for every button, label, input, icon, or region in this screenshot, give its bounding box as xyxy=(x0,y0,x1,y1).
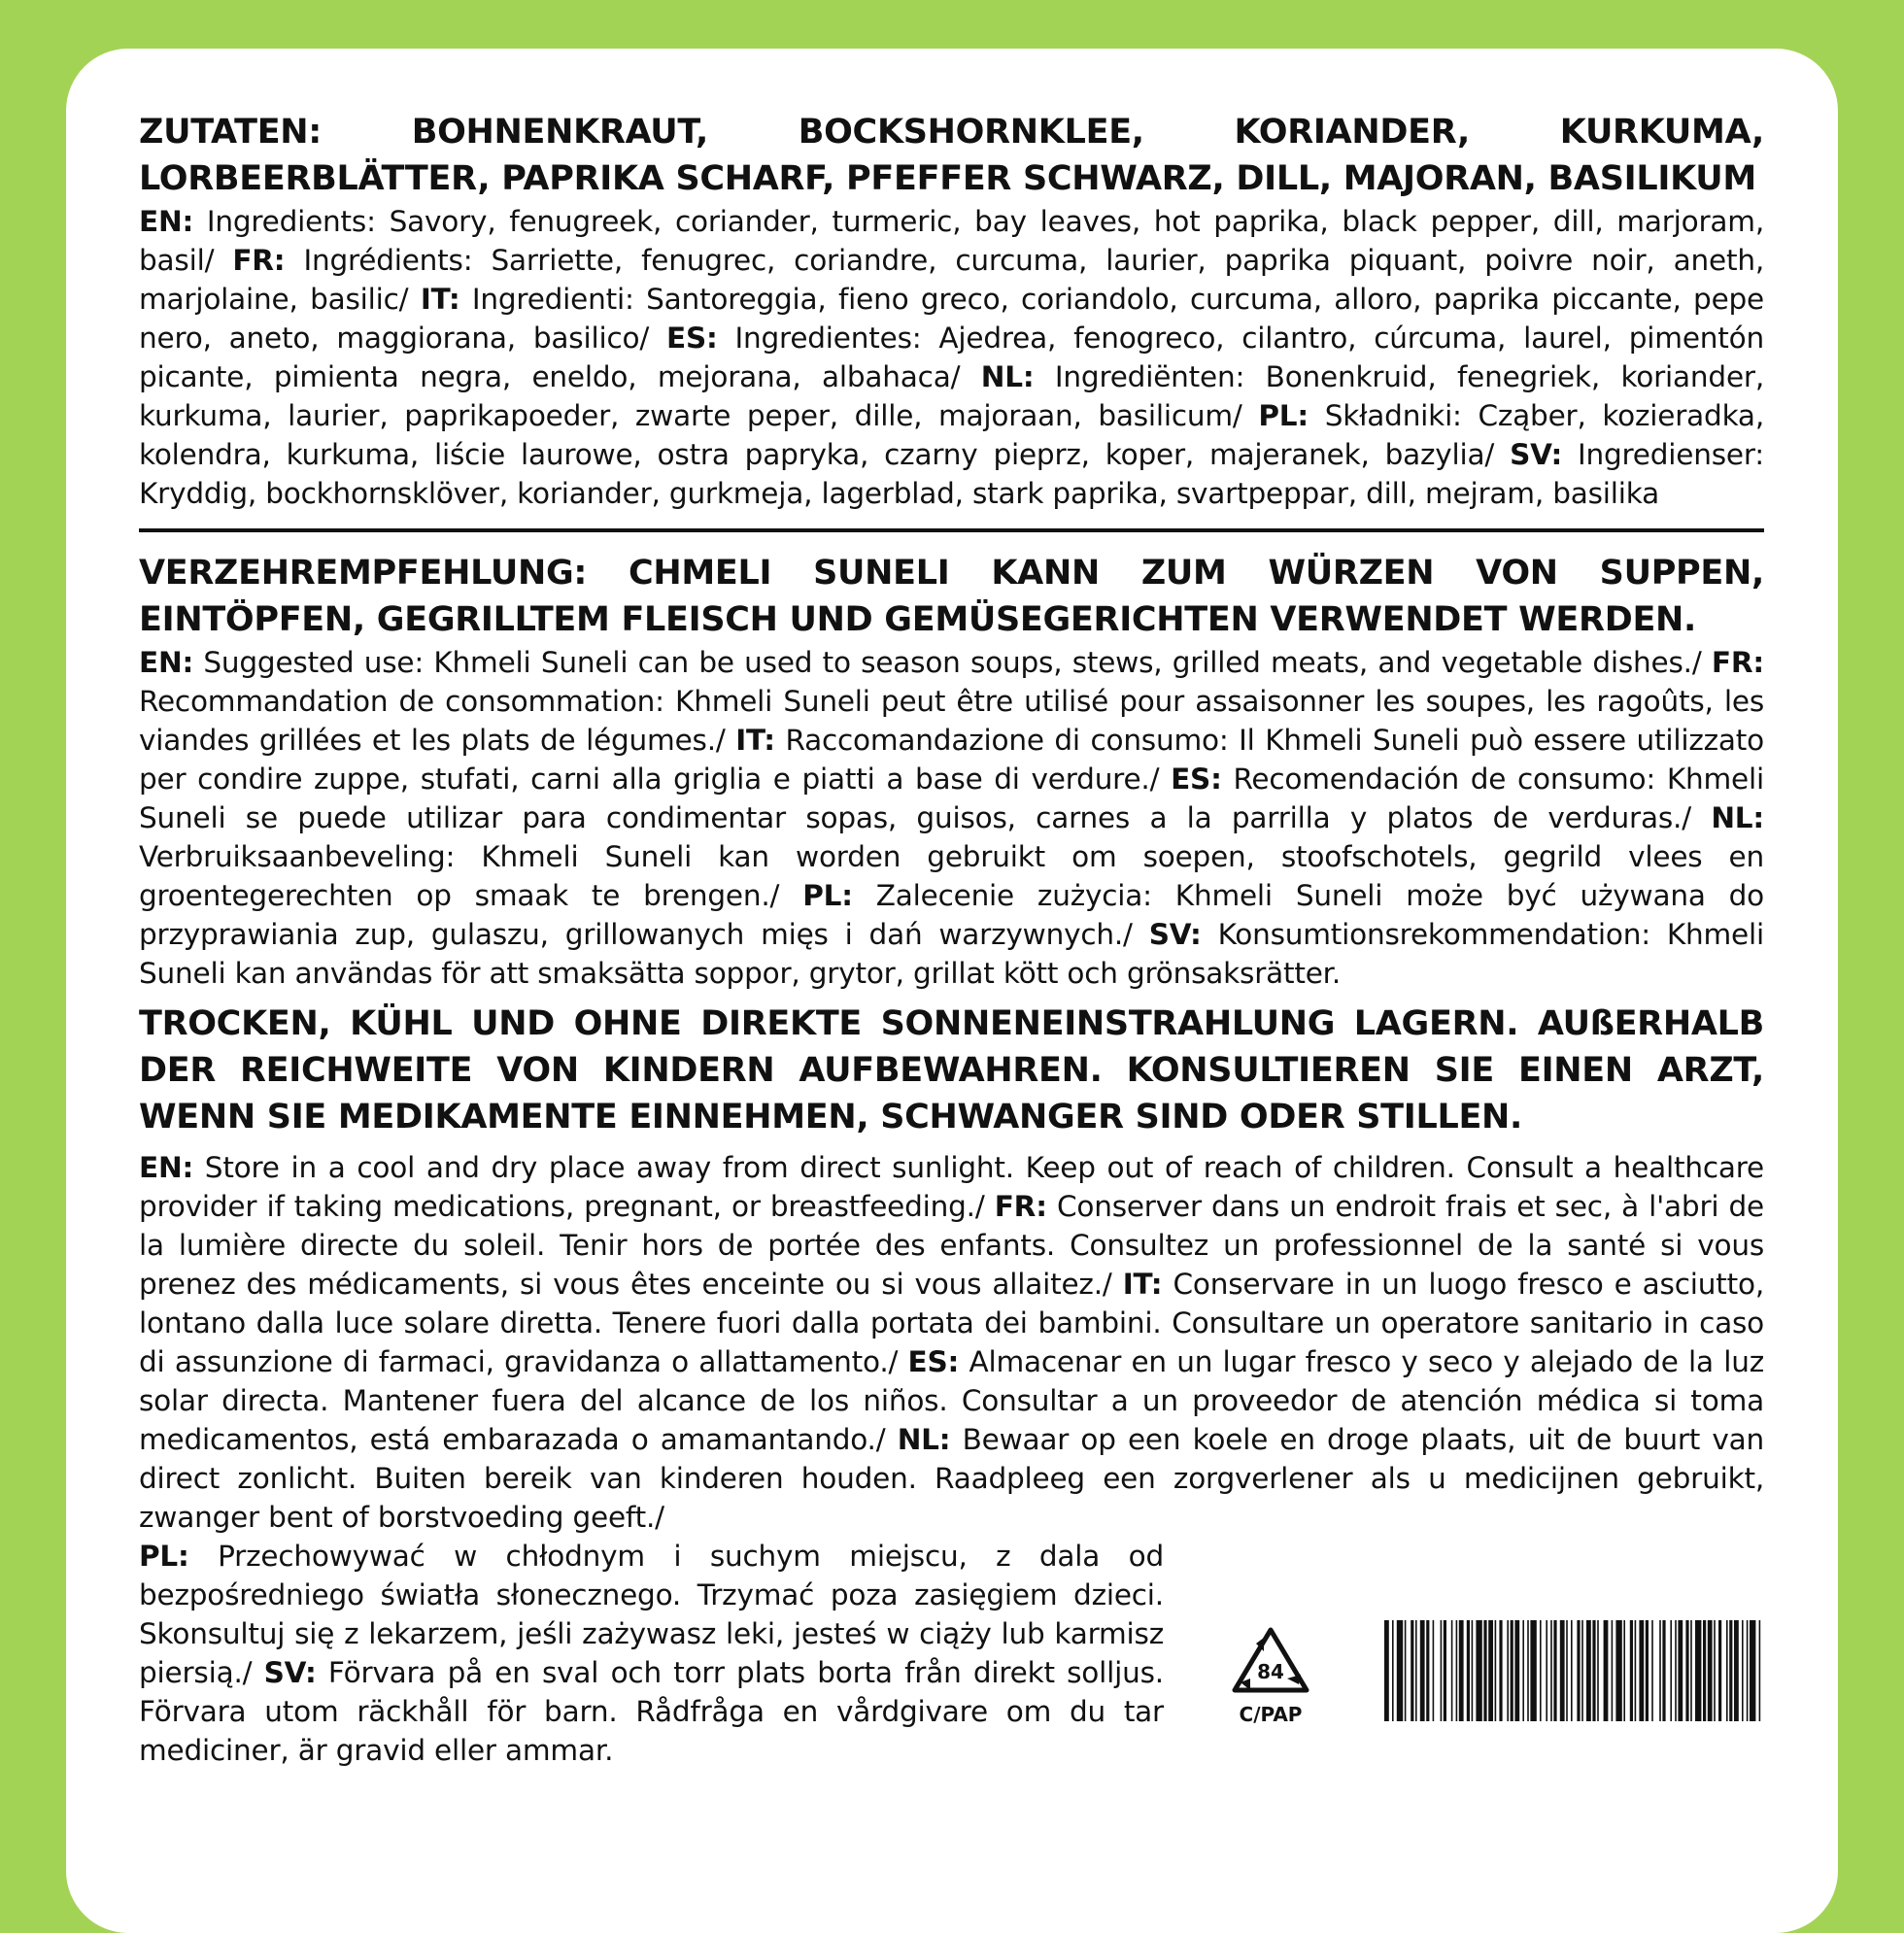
storage-translations-end xyxy=(139,1537,1164,1770)
translation-text: Conservare in un luogo fresco e asciutto, lontano dalla luce solare diretta. Tenere fuori dalla portata dei bambini. Consultare un operatore sanitario in caso di assunzione di farmaci, gravidanza o allattamento./ xyxy=(139,1268,1764,1378)
barcode-bar xyxy=(1499,1620,1502,1721)
translation-text: Ingredienser: Kryddig, bockhornsklöver, koriander, gurkmeja, lagerblad, stark paprika, svartpeppar, dill, mejram, basilika xyxy=(139,438,1764,510)
label-content xyxy=(139,109,1764,1770)
barcode-bar xyxy=(1420,1620,1425,1721)
barcode-bar xyxy=(1540,1620,1542,1721)
ingredients-heading: ZUTATEN: BOHNENKRAUT, BOCKSHORNKLEE, KORIANDER, KURKUMA, LORBEERBLÄTTER, PAPRIKA SCHARF, PFEFFER SCHWARZ, DILL, MAJORAN, BASILIKUM xyxy=(139,113,1764,198)
barcode-icon xyxy=(1384,1620,1765,1721)
barcode-bar xyxy=(1670,1620,1672,1721)
lang-code: PL: xyxy=(139,1540,189,1573)
storage-bottom xyxy=(139,1537,1764,1770)
barcode-bar xyxy=(1747,1620,1749,1721)
translation-text: Ingredients: Savory, fenugreek, coriander, turmeric, bay leaves, hot paprika, black pepper, dill, marjoram, basil/ xyxy=(139,205,1764,277)
barcode-bar xyxy=(1714,1620,1716,1721)
lang-code: PL: xyxy=(1258,399,1309,432)
barcode-bar xyxy=(1612,1620,1614,1721)
barcode-bar xyxy=(1630,1620,1633,1721)
lang-code: EN: xyxy=(139,1151,194,1184)
barcode-bar xyxy=(1546,1620,1547,1721)
lang-code: PL: xyxy=(802,879,853,912)
barcode-bar xyxy=(1426,1620,1429,1721)
translation-text: Store in a cool and dry place away from direct sunlight. Keep out of reach of children. Consult a healthcare provider if taking medications, pregnant, or breastfeeding./ xyxy=(139,1151,1764,1223)
barcode-bar xyxy=(1646,1620,1649,1721)
barcode-bar xyxy=(1604,1620,1609,1721)
lang-code: NL: xyxy=(980,360,1035,393)
translation-text: Recommandation de consommation: Khmeli Suneli peut être utilisé pour assaisonner les soupes, les ragoûts, les viandes grillées et les plats de légumes./ xyxy=(139,685,1764,757)
barcode-bar xyxy=(1651,1620,1653,1721)
storage-heading: TROCKEN, KÜHL UND OHNE DIREKTE SONNENEINSTRAHLUNG LAGERN. AUßERHALB DER REICHWEITE VON KINDERN AUFBEWAHREN. KONSULTIEREN SIE EINEN ARZT, WENN SIE MEDIKAMENTE EINNEHMEN, SCHWANGER SIND ODER STILLEN. xyxy=(139,1004,1764,1136)
translation-text: Förvara på en sval och torr plats borta från direkt solljus. Förvara utom räckhåll för barn. Rådfråga en vårdgivare om du tar mediciner, är gravid eller ammar. xyxy=(139,1656,1164,1767)
translation-text: Przechowywać w chłodnym i suchym miejscu, z dala od bezpośredniego światła słonecznego. Trzymać poza zasięgiem dzieci. Skonsultuj się z lekarzem, jeśli zażywasz leki, jesteś w ciąży lub karmisz piersią./ xyxy=(139,1540,1164,1689)
barcode-bar xyxy=(1726,1620,1728,1721)
barcode-bar xyxy=(1441,1620,1443,1721)
lang-code: SV: xyxy=(263,1656,317,1689)
lang-code: FR: xyxy=(1711,646,1764,679)
barcode-bar xyxy=(1592,1620,1595,1721)
lang-code: SV: xyxy=(1148,918,1202,951)
barcode-bar xyxy=(1678,1620,1683,1721)
barcode-bar xyxy=(1459,1620,1464,1721)
lang-code: FR: xyxy=(232,244,286,277)
barcode-bar xyxy=(1488,1620,1493,1721)
translation-text: Suggested use: Khmeli Suneli can be used to season soups, stews, grilled meats, and vegetable dishes./ xyxy=(193,646,1712,679)
lang-code: ES: xyxy=(907,1345,960,1378)
lang-code: IT: xyxy=(735,724,775,757)
translation-text: Składniki: Cząber, kozieradka, kolendra, kurkuma, liście laurowe, ostra papryka, czarny pieprz, koper, majeranek, bazylia/ xyxy=(139,399,1764,471)
barcode-bar xyxy=(1511,1620,1513,1721)
lang-code: ES: xyxy=(1171,763,1222,796)
barcode-bar xyxy=(1566,1620,1568,1721)
lang-code: NL: xyxy=(897,1423,951,1456)
lang-code: IT: xyxy=(1122,1268,1163,1301)
lang-code: IT: xyxy=(420,283,460,316)
barcode-bar xyxy=(1433,1620,1435,1721)
barcode-bar xyxy=(1662,1620,1665,1721)
barcode-bar xyxy=(1483,1620,1486,1721)
translation-text: Ingredientes: Ajedrea, fenogreco, cilantro, cúrcuma, laurel, pimentón picante, pimienta negra, eneldo, mejorana, albahaca/ xyxy=(139,322,1764,393)
section-divider xyxy=(139,528,1764,532)
lang-code: SV: xyxy=(1510,438,1563,471)
barcode-bar xyxy=(1695,1620,1701,1721)
translation-text: Almacenar en un lugar fresco y seco y alejado de la luz solar directa. Mantener fuera del alcance de los niños. Consultar a un proveedor de atención médica si toma medicamentos, está embarazada o amamantando./ xyxy=(139,1345,1764,1456)
barcode-bar xyxy=(1530,1620,1536,1721)
barcode-bar xyxy=(1734,1620,1739,1721)
barcode-bar xyxy=(1550,1620,1552,1721)
ingredients-translations xyxy=(139,202,1764,513)
barcode-bar xyxy=(1415,1620,1417,1721)
translation-text: Ingrediënten: Bonenkruid, fenegriek, koriander, kurkuma, laurier, paprikapoeder, zwarte peper, dille, majoraan, basilicum/ xyxy=(139,360,1765,432)
translation-text: Ingredienti: Santoreggia, fieno greco, coriandolo, curcuma, alloro, paprika piccante, pepe nero, aneto, maggiorana, basilico/ xyxy=(139,283,1765,355)
barcode-bar xyxy=(1444,1620,1446,1721)
recycle-number: 84 xyxy=(1257,1660,1284,1683)
lang-code: FR: xyxy=(994,1190,1047,1223)
recycle-label: C/PAP xyxy=(1239,1703,1303,1726)
barcode-bar xyxy=(1514,1620,1519,1721)
recycling-symbol-icon xyxy=(1227,1624,1314,1731)
barcode-bar xyxy=(1639,1620,1644,1721)
barcode-bar xyxy=(1384,1620,1389,1721)
barcode-bar xyxy=(1635,1620,1637,1721)
lang-code: EN: xyxy=(139,646,194,679)
barcode-bar xyxy=(1615,1620,1621,1721)
translation-text: Zalecenie zużycia: Khmeli Suneli może być używana do przyprawiania zup, gulaszu, grillowanych mięs i dań warzywnych./ xyxy=(139,879,1764,951)
barcode-bar xyxy=(1392,1620,1394,1721)
barcode-bar xyxy=(1472,1620,1474,1721)
barcode-bar xyxy=(1507,1620,1509,1721)
barcode-bar xyxy=(1729,1620,1732,1721)
storage-translations xyxy=(139,1148,1764,1537)
barcode-bar xyxy=(1451,1620,1453,1721)
barcode-bar xyxy=(1581,1620,1583,1721)
translation-text: Bewaar op een koele en droge plaats, uit de buurt van direct zonlicht. Buiten bereik van kinderen houden. Raadpleeg een zorgverlener als u medicijnen gebruikt, zwanger bent of borstvoeding geeft./ xyxy=(139,1423,1764,1534)
barcode-bar xyxy=(1456,1620,1458,1721)
barcode-bar xyxy=(1476,1620,1481,1721)
barcode-bar xyxy=(1405,1620,1407,1721)
barcode-bar xyxy=(1690,1620,1692,1721)
barcode-bar xyxy=(1553,1620,1556,1721)
lang-code: NL: xyxy=(1711,801,1764,834)
lang-code: ES: xyxy=(666,322,718,355)
barcode-bar xyxy=(1675,1620,1677,1721)
barcode-bar xyxy=(1703,1620,1706,1721)
barcode-bar xyxy=(1708,1620,1713,1721)
translation-text: Recomendación de consumo: Khmeli Suneli se puede utilizar para condimentar sopas, guisos, carnes a la parrilla y platos de verduras./ xyxy=(139,763,1765,834)
barcode-bar xyxy=(1560,1620,1565,1721)
barcode-bar xyxy=(1718,1620,1721,1721)
barcode-bar xyxy=(1597,1620,1599,1721)
barcode-bar xyxy=(1411,1620,1413,1721)
barcode-bar xyxy=(1623,1620,1625,1721)
translation-text: Conserver dans un endroit frais et sec, à l'abri de la lumière directe du soleil. Tenir hors de portée des enfants. Consultez un professionnel de la santé si vous prenez des médicaments, si vous êtes enceinte ou si vous allaitez./ xyxy=(139,1190,1764,1301)
barcode-bar xyxy=(1659,1620,1661,1721)
barcode-bar xyxy=(1742,1620,1744,1721)
barcode-bar xyxy=(1759,1620,1761,1721)
translation-text: Konsumtionsrekommendation: Khmeli Suneli kan användas för att smaksätta soppor, grytor, grillat kött och grönsaksrätter. xyxy=(139,918,1765,990)
usage-heading: VERZEHREMPFEHLUNG: CHMELI SUNELI KANN ZUM WÜRZEN VON SUPPEN, EINTÖPFEN, GEGRILLTEM FLEISCH UND GEMÜSEGERICHTEN VERWENDET WERDEN. xyxy=(139,554,1764,639)
barcode-bar xyxy=(1586,1620,1591,1721)
barcode-bar xyxy=(1495,1620,1497,1721)
barcode-bar xyxy=(1467,1620,1470,1721)
translation-text: Verbruiksaanbeveling: Khmeli Suneli kan worden gebruikt om soepen, stoofschotels, gegrild vlees en groentegerechten op smaak te brengen./ xyxy=(139,840,1764,912)
barcode-bar xyxy=(1577,1620,1580,1721)
barcode-bar xyxy=(1685,1620,1688,1721)
translation-text: Raccomandazione di consumo: Il Khmeli Suneli può essere utilizzato per condire zuppe, stufati, carni alla griglia e piatti a base di verdure./ xyxy=(139,724,1764,796)
barcode-bar xyxy=(1397,1620,1403,1721)
lang-code: EN: xyxy=(139,205,194,238)
usage-translations xyxy=(139,643,1764,993)
translation-text: Ingrédients: Sarriette, fenugrec, coriandre, curcuma, laurier, paprika piquant, poivre noir, aneth, marjolaine, basilic/ xyxy=(139,244,1764,316)
barcode-bar xyxy=(1571,1620,1573,1721)
barcode-bar xyxy=(1522,1620,1524,1721)
barcode-bar xyxy=(1750,1620,1755,1721)
barcode-bar xyxy=(1527,1620,1529,1721)
